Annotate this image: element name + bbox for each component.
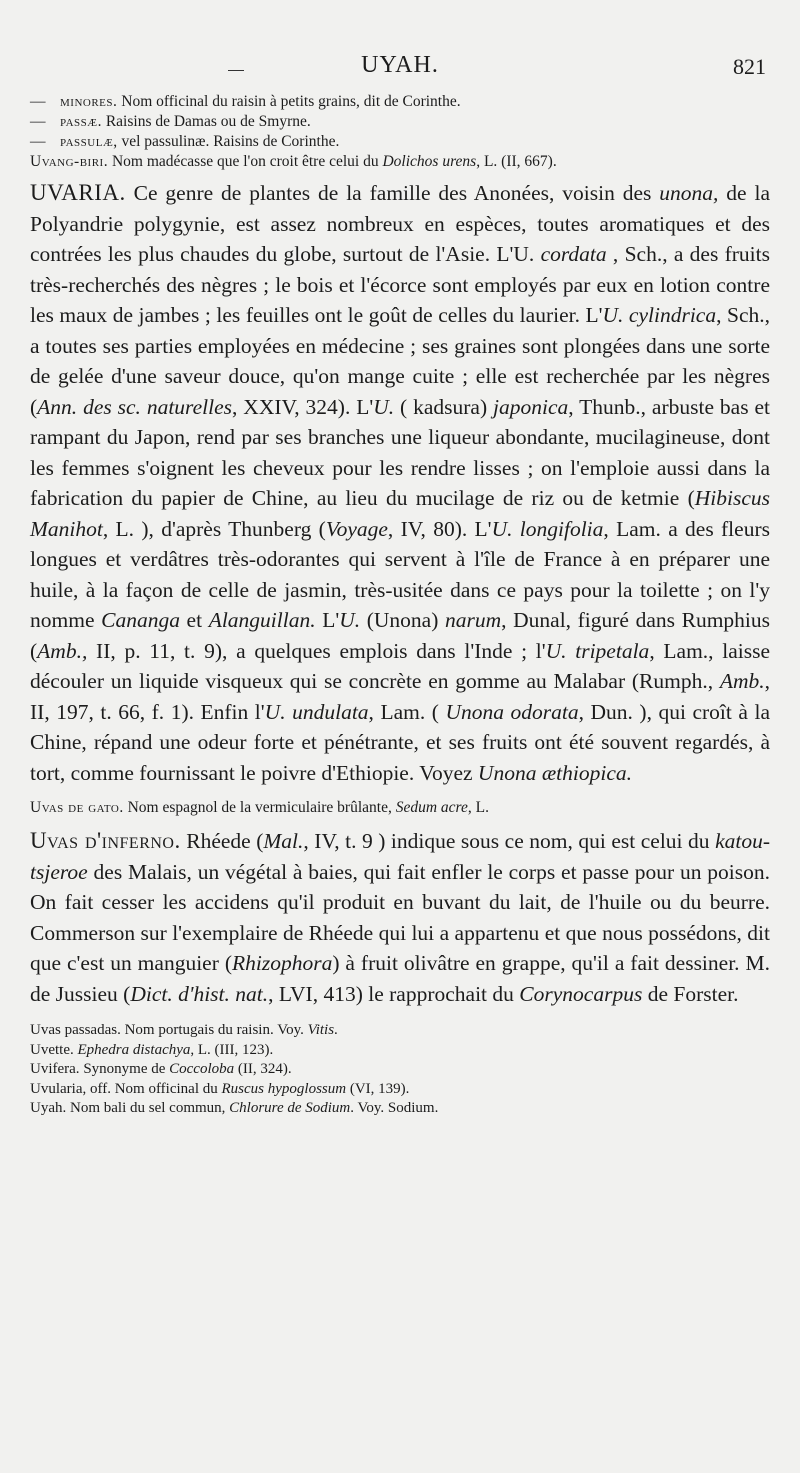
inferno-segment: Corynocarpus xyxy=(519,981,643,1006)
entry-minores: — minores. Nom officinal du raisin à petits grains, dit de Corinthe. xyxy=(30,93,461,110)
entry-uvas-de-gato: Uvas de gato. Nom espagnol de la vermiculaire brûlante, Sedum acre, L. xyxy=(30,799,489,816)
inferno-segment: Mal. xyxy=(263,829,304,853)
uvaria-segment: Amb. xyxy=(719,669,765,693)
entry-uvas-passadas: Uvas passadas. Nom portugais du raisin. Voy. Vitis. xyxy=(30,1022,338,1038)
uvaria-segment: , L. ), d'après Thunberg ( xyxy=(102,516,326,541)
uvaria-segment: Voyage xyxy=(325,516,388,541)
entry-passulae: — passulæ, vel passulinæ. Raisins de Corinthe. xyxy=(30,133,340,150)
uvaria-segment: , Lam. a des fleurs longues et verdâtres très-odorantes qui servent à l'île de France à en préparer une huile, à la façon de celle de jasmin, très-usitée dans ce pays pour la toilette ; on l'y nomme xyxy=(30,516,770,632)
inferno-segment: , LVI, 413) le rapprochait du xyxy=(268,981,520,1006)
uvaria-segment: Cananga xyxy=(101,608,180,632)
uvaria-segment: Unona æthiopica. xyxy=(477,760,633,785)
uvaria-segment: , XXIV, 324). L' xyxy=(232,394,374,419)
inferno-segment: Rhizophora xyxy=(231,951,333,975)
uvaria-segment: , Dun. ), qui croît à la Chine, répand une odeur forte et pénétrante, et ses fruits ont été souvent regardés, à tort, comme fournissant le poivre d'Ethiopie. Voyez xyxy=(30,699,770,785)
entry-uvularia: Uvularia, off. Nom officinal du Ruscus hypoglossum (VI, 139). xyxy=(30,1080,410,1097)
inferno-segment: katou-tsjeroe xyxy=(30,829,770,884)
uvaria-segment: , Thunb., arbuste bas et rampant du Japon, rend par ses branches une liqueur abondante, mucilagineuse, dont les femmes s'oignent les cheveux pour les rendre lisses ; on l'emploie aussi dans la fabrication du papier de Chine, au lieu du mucilage de riz ou de ketmie ( xyxy=(30,394,770,510)
entry-uvette: Uvette. Ephedra distachya, L. (III, 123). xyxy=(30,1041,274,1058)
uvaria-segment: , Sch., a toutes ses parties employées en médecine ; ses graines sont plongées dans une sorte de gelée d'une saveur douce, qu'on mange cuite ; elle est recherchée par les nègres ( xyxy=(30,303,770,419)
uvaria-segment: U. longifolia xyxy=(491,516,604,541)
page-number: 821 xyxy=(733,54,766,79)
entry-uvaria-head: UVARIA. xyxy=(30,180,126,205)
uvaria-segment: de la Polyandrie polygynie, est assez nombreux en espèces, toutes aromatiques et des contrées les plus chaudes du globe, surtout de l'Asie. L'U. xyxy=(30,181,771,266)
uvaria-segment: unona, xyxy=(659,181,719,205)
uvaria-segment: (Unona) xyxy=(360,608,445,632)
uvaria-segment: U. xyxy=(339,608,361,632)
inferno-segment: de Forster. xyxy=(642,981,739,1006)
uvaria-segment: II, p. 11, t. 9), a quelques emplois dans l'Inde ; l' xyxy=(87,638,546,663)
entry-uyah: Uyah. Nom bali du sel commun, Chlorure de Sodium. Voy. Sodium. xyxy=(30,1100,439,1116)
uvaria-segment: narum xyxy=(444,608,502,632)
uvaria-segment: , Lam., laisse découler un liquide visqueux qui se concrète en gomme au Malabar (Rumph., xyxy=(30,638,771,693)
uvaria-segment: , Sch., a des fruits très-recherchés des nègres ; le bois et l'écorce sont employés par eux en lotion contre les maux de jambes ; les feuilles ont le goût de celles du laurier. L' xyxy=(30,242,770,327)
uvaria-segment: Alanguillan. xyxy=(208,608,316,632)
entry-uvang-biri: Uvang-biri. Nom madécasse que l'on croit être celui du Dolichos urens, L. (II, 667). xyxy=(30,153,557,170)
uvaria-segment: , Lam. ( xyxy=(368,699,446,724)
uvaria-segment: cordata xyxy=(540,242,607,266)
page-title: UYAH. xyxy=(361,52,439,78)
inferno-segment: ) à fruit olivâtre en grappe, qu'il a fait dessiner. M. de Jussieu ( xyxy=(30,951,770,1006)
bottom-entries xyxy=(30,1021,770,1119)
uvaria-segment: Ce genre de plantes de la famille des Anonées, voisin des xyxy=(125,181,660,205)
inferno-segment: des Malais, un végétal à baies, qui fait enfler le corps et passe pour un poison. On fait cesser les accidens qu'il produit en buvant du lait, de l'huile ou du beurre. Commerson sur l'exemplaire de Rhéede qui lui a appartenu et que nous possédons, dit que c'est un manguier ( xyxy=(30,859,770,975)
uvaria-segment: U. cylindrica xyxy=(602,303,717,327)
uvaria-segment: japonica xyxy=(493,394,569,419)
uvaria-segment: , Dunal, figuré dans Rumphius ( xyxy=(30,608,771,663)
dictionary-page xyxy=(30,48,770,1448)
uvaria-segment: Ann. des sc. naturelles xyxy=(37,394,233,419)
inferno-segment: Rhéede ( xyxy=(180,829,264,853)
entry-uvaria-body xyxy=(30,181,770,785)
entry-uvifera: Uvifera. Synonyme de Coccoloba (II, 324). xyxy=(30,1061,292,1077)
uvaria-segment: ( kadsura) xyxy=(394,394,493,419)
top-entries xyxy=(30,92,770,172)
uvaria-segment: , IV, 80). L' xyxy=(387,516,492,541)
uvaria-segment: Hibiscus Manihot xyxy=(30,486,770,541)
uvaria-segment: Unona odorata xyxy=(445,699,579,724)
uvaria-segment: U. xyxy=(373,394,395,419)
uvaria-segment: U. tripetala xyxy=(545,638,650,663)
entry-uvas-d-inferno-body xyxy=(30,829,770,1006)
uvaria-segment: U. undulata xyxy=(264,699,369,724)
page-header xyxy=(30,48,770,92)
entry-passae: — passæ. Raisins de Damas ou de Smyrne. xyxy=(30,113,311,130)
entry-uvas-d-inferno xyxy=(30,826,770,1009)
inferno-segment: , IV, t. 9 ) indique sous ce nom, qui est celui du xyxy=(303,829,716,853)
uvaria-segment: , II, 197, t. 66, f. 1). Enfin l' xyxy=(30,669,770,724)
entry-uvas-d-inferno-head: Uvas d'inferno. xyxy=(30,828,181,853)
uvaria-segment: Amb., xyxy=(37,638,88,663)
inferno-segment: Dict. d'hist. nat. xyxy=(130,981,269,1006)
uvaria-segment: L' xyxy=(315,608,340,632)
entry-uvaria xyxy=(30,178,770,788)
uvaria-segment: et xyxy=(179,608,209,632)
